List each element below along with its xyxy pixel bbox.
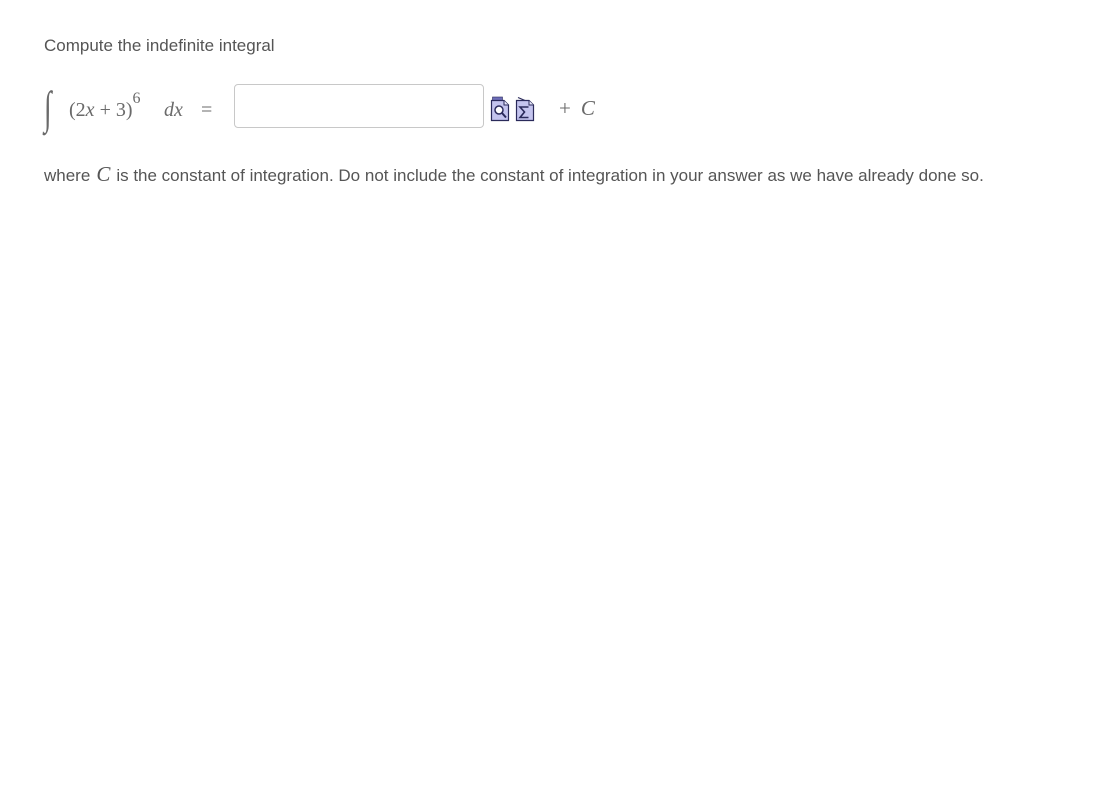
plus-constant: [559, 96, 595, 120]
integral-symbol: ∫: [44, 82, 52, 133]
constant-c: C: [580, 96, 595, 120]
integrand: [69, 90, 141, 122]
integrand-exponent: 6: [132, 90, 141, 107]
note-where: where: [44, 166, 91, 185]
integrand-open: (2: [69, 99, 86, 121]
note-constant-c: C: [96, 162, 111, 186]
equation-editor-icon[interactable]: [515, 96, 535, 122]
note-text: is the constant of integration. Do not include the constant of integration in your answer as we have already done so.: [116, 166, 984, 185]
integrand-rest: + 3): [94, 99, 133, 121]
answer-input[interactable]: [234, 84, 484, 128]
question-prompt: Compute the indefinite integral: [44, 36, 275, 55]
integral-equation-row: [44, 82, 684, 134]
plus-sign: +: [559, 96, 571, 120]
equals-sign: =: [201, 99, 213, 121]
preview-answer-icon[interactable]: [490, 96, 510, 122]
differential: dx: [164, 99, 183, 121]
integrand-variable: x: [85, 99, 95, 121]
instruction-note: [44, 162, 984, 188]
